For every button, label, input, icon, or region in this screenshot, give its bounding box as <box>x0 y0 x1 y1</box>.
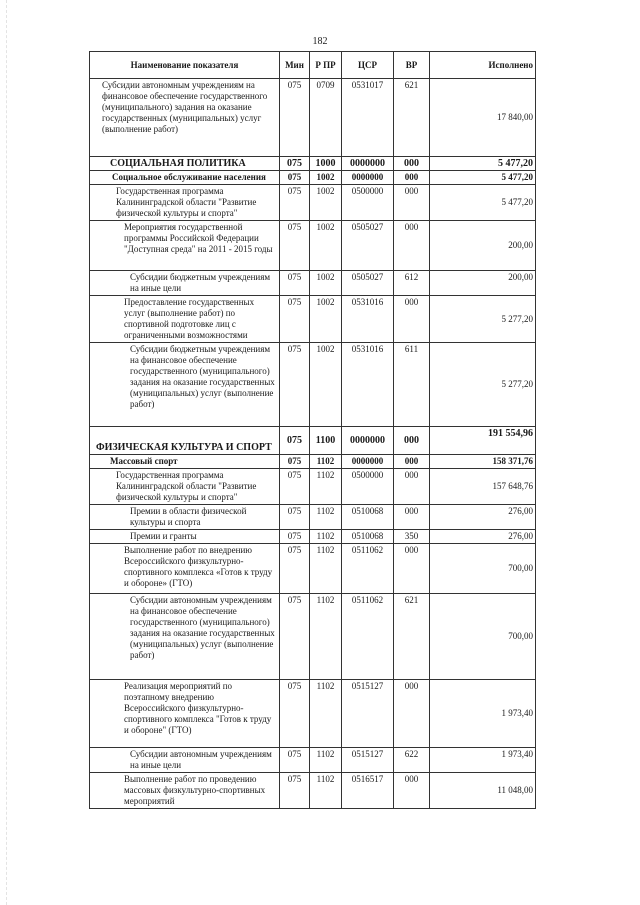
row-rpr: 1102 <box>310 505 342 530</box>
row-vr: 000 <box>394 469 430 505</box>
row-sum: 5 477,20 <box>430 185 536 221</box>
row-vr: 000 <box>394 296 430 343</box>
row-min: 075 <box>280 455 310 469</box>
row-rpr: 1002 <box>310 221 342 271</box>
row-csr: 0510068 <box>342 505 394 530</box>
row-sum: 5 477,20 <box>430 157 536 171</box>
row-name: Социальное обслуживание населения <box>90 171 280 185</box>
table-header-row <box>90 52 536 79</box>
row-vr: 000 <box>394 185 430 221</box>
header-vr: ВР <box>394 52 430 79</box>
table-row <box>90 79 536 157</box>
row-csr: 0000000 <box>342 171 394 185</box>
row-name: СОЦИАЛЬНАЯ ПОЛИТИКА <box>90 157 280 171</box>
budget-execution-table <box>89 51 536 809</box>
header-rpr: Р ПР <box>310 52 342 79</box>
row-csr: 0516517 <box>342 773 394 809</box>
row-min: 075 <box>280 505 310 530</box>
table-row <box>90 271 536 296</box>
row-rpr: 1100 <box>310 427 342 455</box>
row-csr: 0531017 <box>342 79 394 157</box>
row-vr: 621 <box>394 594 430 680</box>
row-min: 075 <box>280 773 310 809</box>
row-vr: 000 <box>394 455 430 469</box>
row-name: Государственная программа Калининградской области "Развитие физической культуры и спорта" <box>90 185 280 221</box>
row-min: 075 <box>280 79 310 157</box>
table-row <box>90 185 536 221</box>
header-sum: Исполнено <box>430 52 536 79</box>
row-vr: 612 <box>394 271 430 296</box>
row-name: Реализация мероприятий по поэтапному внедрению Всероссийского физкультурно-спортивного комплекса "Готов к труду и обороне" (ГТО) <box>90 680 280 748</box>
row-name: Предоставление государственных услуг (выполнение работ) по спортивной подготовке лиц с ограниченными возможностями <box>90 296 280 343</box>
row-vr: 000 <box>394 157 430 171</box>
row-rpr: 1102 <box>310 469 342 505</box>
row-csr: 0505027 <box>342 271 394 296</box>
row-sum: 5 477,20 <box>430 171 536 185</box>
row-csr: 0000000 <box>342 427 394 455</box>
row-sum: 5 277,20 <box>430 296 536 343</box>
row-min: 075 <box>280 469 310 505</box>
row-csr: 0000000 <box>342 455 394 469</box>
row-rpr: 1002 <box>310 296 342 343</box>
row-name: Выполнение работ по внедрению Всероссийского физкультурно-спортивного комплекса «Готов к труду и обороне» (ГТО) <box>90 544 280 594</box>
row-rpr: 1002 <box>310 343 342 427</box>
row-name: Субсидии автономным учреждениям на иные цели <box>90 748 280 773</box>
table-row <box>90 469 536 505</box>
row-rpr: 1102 <box>310 680 342 748</box>
row-name: Субсидии автономным учреждениям на финансовое обеспечение государственного (муниципального) задания на оказание государственных (муниципальных) услуг (выполнение работ) <box>90 79 280 157</box>
header-csr: ЦСР <box>342 52 394 79</box>
row-rpr: 1102 <box>310 748 342 773</box>
table-row <box>90 171 536 185</box>
row-sum: 200,00 <box>430 221 536 271</box>
table-row <box>90 530 536 544</box>
table-row <box>90 773 536 809</box>
table-row <box>90 427 536 455</box>
row-min: 075 <box>280 343 310 427</box>
row-rpr: 1002 <box>310 171 342 185</box>
row-name: Государственная программа Калининградской области "Развитие физической культуры и спорта" <box>90 469 280 505</box>
row-csr: 0531016 <box>342 296 394 343</box>
row-rpr: 1102 <box>310 455 342 469</box>
row-rpr: 1002 <box>310 271 342 296</box>
row-csr: 0531016 <box>342 343 394 427</box>
row-rpr: 1000 <box>310 157 342 171</box>
row-rpr: 1102 <box>310 594 342 680</box>
row-sum: 1 973,40 <box>430 680 536 748</box>
row-vr: 000 <box>394 171 430 185</box>
row-rpr: 1102 <box>310 530 342 544</box>
row-vr: 621 <box>394 79 430 157</box>
row-vr: 000 <box>394 427 430 455</box>
table-row <box>90 505 536 530</box>
row-sum: 700,00 <box>430 594 536 680</box>
row-sum: 157 648,76 <box>430 469 536 505</box>
header-min: Мин <box>280 52 310 79</box>
row-csr: 0511062 <box>342 544 394 594</box>
row-min: 075 <box>280 427 310 455</box>
row-vr: 350 <box>394 530 430 544</box>
row-sum: 17 840,00 <box>430 79 536 157</box>
page-number: 182 <box>312 36 328 47</box>
row-sum: 158 371,76 <box>430 455 536 469</box>
row-rpr: 1102 <box>310 773 342 809</box>
row-csr: 0515127 <box>342 680 394 748</box>
row-rpr: 1102 <box>310 544 342 594</box>
row-min: 075 <box>280 680 310 748</box>
row-min: 075 <box>280 157 310 171</box>
row-sum: 11 048,00 <box>430 773 536 809</box>
row-name: Субсидии автономным учреждениям на финансовое обеспечение государственного (муниципального) задания на оказание государственных (муниципальных) услуг (выполнение работ) <box>90 594 280 680</box>
row-vr: 000 <box>394 221 430 271</box>
row-min: 075 <box>280 544 310 594</box>
row-rpr: 0709 <box>310 79 342 157</box>
row-min: 075 <box>280 221 310 271</box>
header-name: Наименование показателя <box>90 52 280 79</box>
row-vr: 000 <box>394 680 430 748</box>
row-vr: 000 <box>394 773 430 809</box>
row-name: Субсидии бюджетным учреждениям на иные цели <box>90 271 280 296</box>
row-vr: 000 <box>394 544 430 594</box>
table-row <box>90 221 536 271</box>
row-vr: 622 <box>394 748 430 773</box>
row-sum: 5 277,20 <box>430 343 536 427</box>
row-name: Премии и гранты <box>90 530 280 544</box>
binding-edge-line <box>6 0 7 905</box>
row-name: Мероприятия государственной программы Российской Федерации "Доступная среда" на 2011 - 2015 годы <box>90 221 280 271</box>
table-row <box>90 157 536 171</box>
row-sum: 276,00 <box>430 505 536 530</box>
row-min: 075 <box>280 185 310 221</box>
row-min: 075 <box>280 296 310 343</box>
table-row <box>90 455 536 469</box>
row-sum: 200,00 <box>430 271 536 296</box>
row-min: 075 <box>280 271 310 296</box>
row-min: 075 <box>280 171 310 185</box>
row-min: 075 <box>280 594 310 680</box>
row-min: 075 <box>280 748 310 773</box>
table-row <box>90 544 536 594</box>
row-csr: 0515127 <box>342 748 394 773</box>
row-name: Премии в области физической культуры и спорта <box>90 505 280 530</box>
row-sum: 276,00 <box>430 530 536 544</box>
table-row <box>90 680 536 748</box>
row-csr: 0000000 <box>342 157 394 171</box>
row-name: Выполнение работ по проведению массовых физкультурно-спортивных мероприятий <box>90 773 280 809</box>
table-row <box>90 748 536 773</box>
row-csr: 0510068 <box>342 530 394 544</box>
row-vr: 000 <box>394 505 430 530</box>
table-row <box>90 343 536 427</box>
row-sum: 700,00 <box>430 544 536 594</box>
table-row <box>90 594 536 680</box>
row-min: 075 <box>280 530 310 544</box>
row-name: ФИЗИЧЕСКАЯ КУЛЬТУРА И СПОРТ <box>90 427 280 455</box>
row-name: Субсидии бюджетным учреждениям на финансовое обеспечение государственного (муниципального) задания на оказание государственных (муниципальных) услуг (выполнение работ) <box>90 343 280 427</box>
row-name: Массовый спорт <box>90 455 280 469</box>
row-rpr: 1002 <box>310 185 342 221</box>
row-csr: 0505027 <box>342 221 394 271</box>
row-csr: 0500000 <box>342 185 394 221</box>
row-csr: 0500000 <box>342 469 394 505</box>
row-sum: 1 973,40 <box>430 748 536 773</box>
row-csr: 0511062 <box>342 594 394 680</box>
row-sum: 191 554,96 <box>430 427 536 455</box>
row-vr: 611 <box>394 343 430 427</box>
table-row <box>90 296 536 343</box>
